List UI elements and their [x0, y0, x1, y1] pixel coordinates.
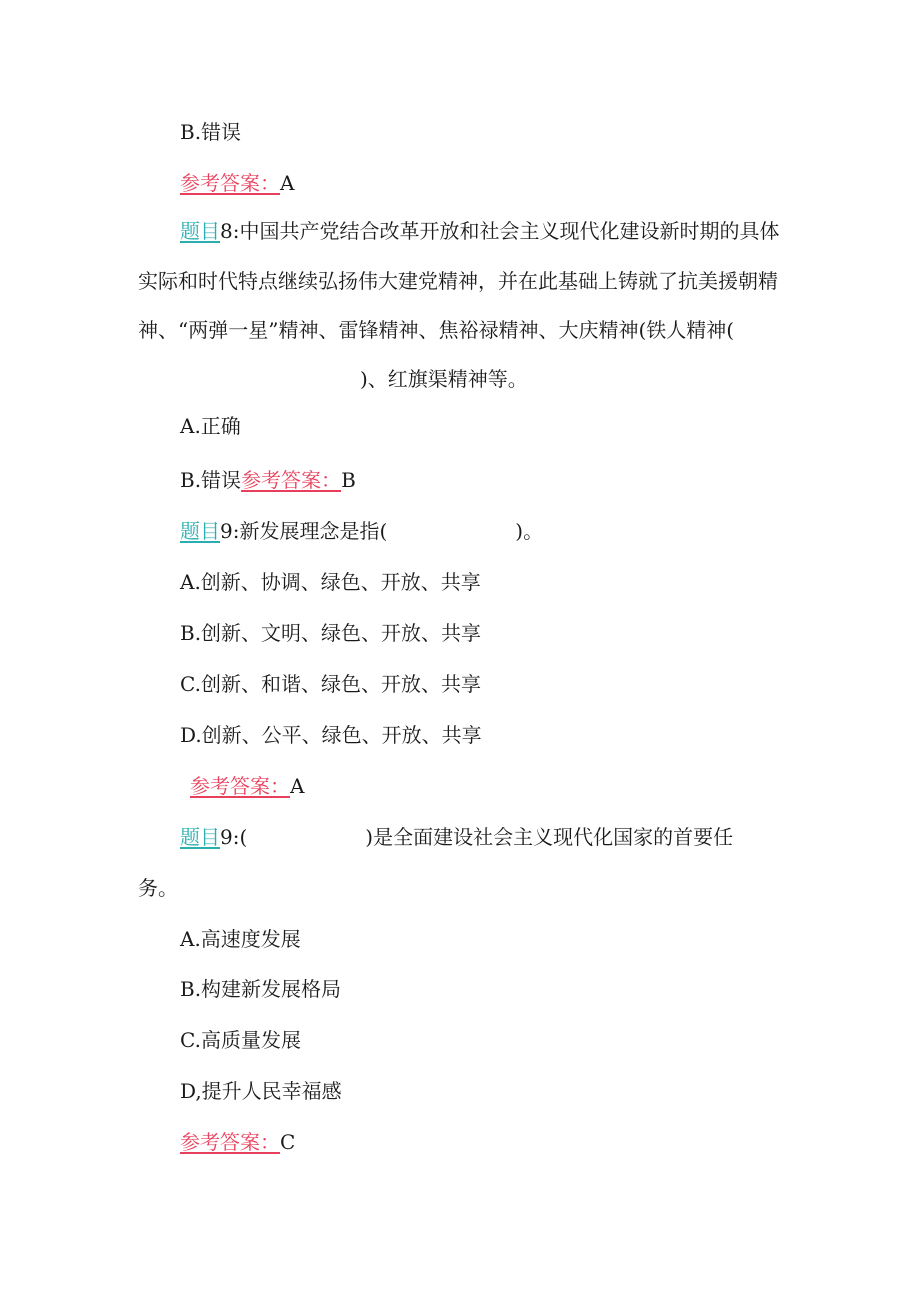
answer-value: C	[280, 1130, 296, 1154]
answer-label: 参考答案：	[241, 468, 342, 492]
q9b-stem-line2: 务。	[138, 876, 178, 900]
q9b-stem: 题目9:( )是全面建设社会主义现代化国家的首要任	[180, 825, 734, 849]
q9a-option-a: A.创新、协调、绿色、开放、共享	[180, 570, 481, 594]
q9a-answer	[190, 774, 304, 798]
q8-stem-line4: )、红旗渠精神等。	[360, 367, 528, 391]
q9b-option-b: B.构建新发展格局	[180, 977, 342, 1001]
q9a-option-b: B.创新、文明、绿色、开放、共享	[180, 621, 482, 645]
question-label: 题目	[180, 219, 220, 243]
answer-value: A	[280, 171, 295, 195]
q8-option-a: A.正确	[180, 414, 241, 438]
q9b-answer	[180, 1130, 295, 1154]
answer-label: 参考答案：	[180, 171, 280, 195]
q8-stem-line1: 题目8:中国共产党结合改革开放和社会主义现代化建设新时期的具体	[180, 219, 780, 243]
answer-value: A	[290, 774, 305, 798]
q9a-stem: 题目9:新发展理念是指( )。	[180, 519, 544, 543]
answer-label: 参考答案：	[190, 774, 290, 798]
answer-value: B	[341, 468, 356, 492]
q9b-option-a: A.高速度发展	[180, 927, 301, 951]
q9b-option-c: C.高质量发展	[180, 1028, 301, 1052]
question-label: 题目	[180, 825, 220, 849]
q8-stem-line2: 实际和时代特点继续弘扬伟大建党精神，并在此基础上铸就了抗美援朝精	[138, 269, 778, 293]
q9a-option-c: C.创新、和谐、绿色、开放、共享	[180, 672, 481, 696]
q8-stem-line3: 神、“两弹一星”精神、雷锋精神、焦裕禄精神、大庆精神(铁人精神(	[138, 318, 735, 342]
question-label: 题目	[180, 519, 220, 543]
prev-option-b: B.错误	[180, 120, 242, 144]
q9a-option-d: D.创新、公平、绿色、开放、共享	[180, 723, 482, 747]
answer-label: 参考答案：	[180, 1130, 280, 1154]
q8-option-b-answer: B.错误参考答案：B	[180, 468, 356, 492]
prev-answer	[180, 171, 294, 195]
q9b-option-d: D,提升人民幸福感	[180, 1079, 342, 1103]
